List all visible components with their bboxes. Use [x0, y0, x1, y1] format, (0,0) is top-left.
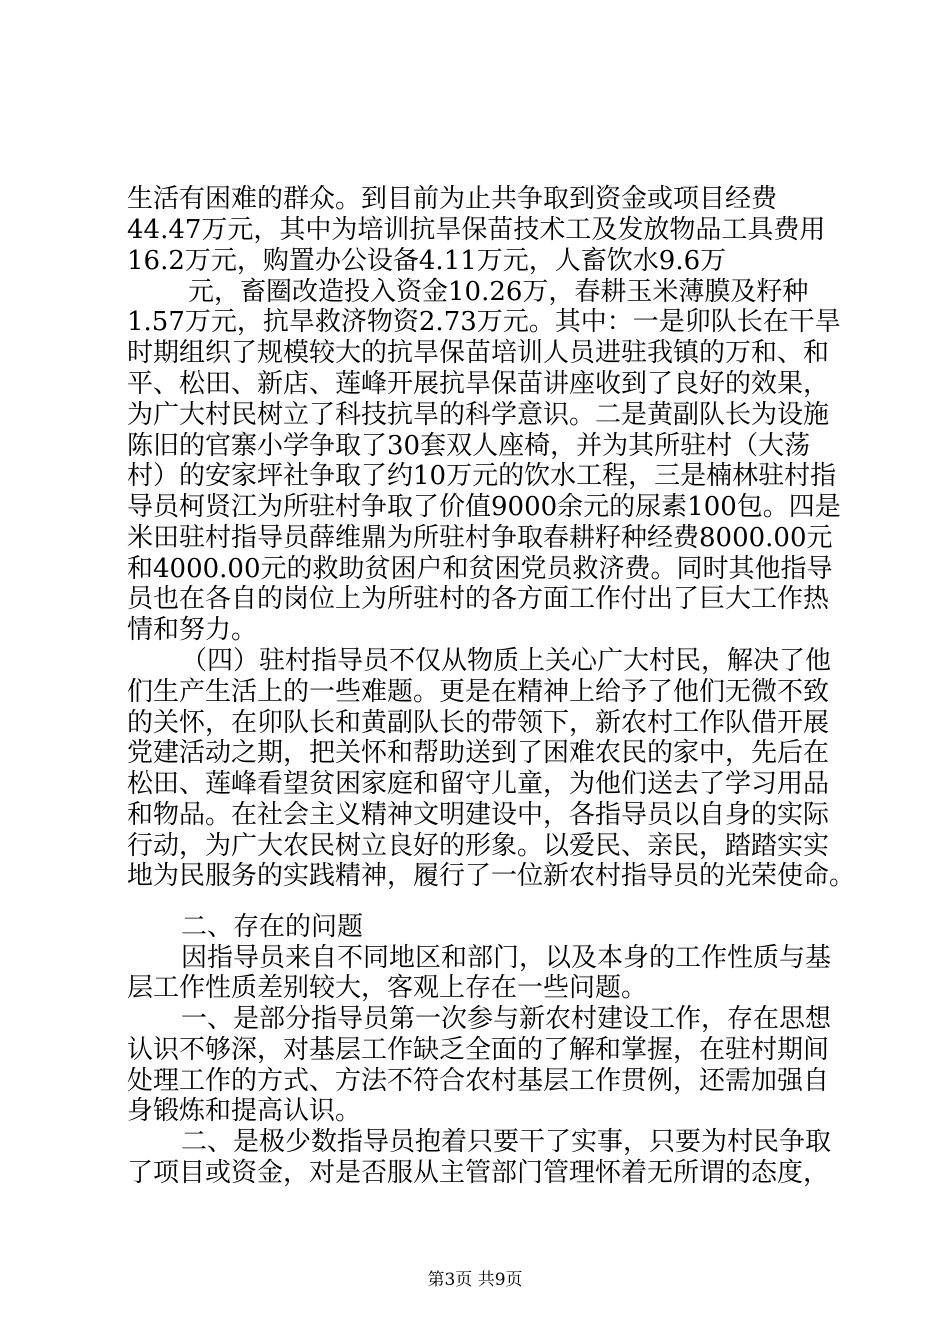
text-line: 行动，为广大农民树立良好的形象。以爱民、亲民，踏踏实实	[127, 831, 830, 861]
text-line: 1.57万元，抗旱救济物资2.73万元。其中：一是卯队长在干旱	[127, 307, 841, 337]
text-line: 情和努力。	[127, 615, 258, 645]
text-line: 村）的安家坪社争取了约10万元的饮水工程，三是楠林驻村指	[127, 461, 837, 491]
paragraph-start: 二、是极少数指导员抱着只要干了实事，只要为村民争取	[181, 1127, 832, 1157]
text-line: 们生产生活上的一些难题。更是在精神上给予了他们无微不致	[127, 677, 830, 707]
section-heading: 二、存在的问题	[181, 912, 364, 942]
text-line: 的关怀，在卯队长和黄副队长的带领下，新农村工作队借开展	[127, 708, 830, 738]
text-line: 时期组织了规模较大的抗旱保苗培训人员进驻我镇的万和、和	[127, 338, 830, 368]
text-line: 和4000.00元的救助贫困户和贫困党员救济费。同时其他指导	[127, 554, 833, 584]
text-line: 导员柯贤江为所驻村争取了价值9000余元的尿素100包。四是	[127, 492, 841, 522]
paragraph-start: （四）驻村指导员不仅从物质上关心广大村民，解决了他	[181, 646, 832, 676]
text-line: 了项目或资金，对是否服从主管部门管理怀着无所谓的态度，	[127, 1158, 830, 1188]
text-line: 44.47万元，其中为培训抗旱保苗技术工及发放物品工具费用	[127, 215, 826, 245]
text-line: 地为民服务的实践精神，履行了一位新农村指导员的光荣使命。	[127, 861, 856, 891]
text-line: 员也在各自的岗位上为所驻村的各方面工作付出了巨大工作热	[127, 584, 830, 614]
text-line: 元，畜圈改造投入资金10.26万，春耕玉米薄膜及籽种	[188, 277, 809, 307]
paragraph-start: 一、是部分指导员第一次参与新农村建设工作，存在思想	[181, 1004, 832, 1034]
page-number-footer: 第3页 共9页	[427, 1270, 523, 1290]
text-line: 和物品。在社会主义精神文明建设中，各指导员以自身的实际	[127, 800, 830, 830]
text-line: 平、松田、新店、莲峰开展抗旱保苗讲座收到了良好的效果，	[127, 369, 830, 399]
text-line: 米田驻村指导员薛维鼎为所驻村争取春耕籽种经费8000.00元	[127, 523, 833, 553]
text-line: 处理工作的方式、方法不符合农村基层工作贯例，还需加强自	[127, 1066, 830, 1096]
text-line: 松田、莲峰看望贫困家庭和留守儿童，为他们送去了学习用品	[127, 769, 830, 799]
text-line: 陈旧的官寨小学争取了30套双人座椅，并为其所驻村（大荡	[127, 431, 811, 461]
text-line: 认识不够深，对基层工作缺乏全面的了解和掌握，在驻村期间	[127, 1035, 830, 1065]
text-line: 层工作性质差别较大，客观上存在一些问题。	[127, 973, 648, 1003]
text-line: 党建活动之期，把关怀和帮助送到了困难农民的家中，先后在	[127, 738, 830, 768]
text-line: 生活有困难的群众。到目前为止共争取到资金或项目经费	[127, 184, 778, 214]
text-line: 为广大村民树立了科技抗旱的科学意识。二是黄副队长为设施	[127, 400, 830, 430]
text-line: 身锻炼和提高认识。	[127, 1096, 362, 1126]
text-line: 16.2万元，购置办公设备4.11万元，人畜饮水9.6万	[127, 246, 727, 276]
paragraph-start: 因指导员来自不同地区和部门，以及本身的工作性质与基	[181, 943, 832, 973]
